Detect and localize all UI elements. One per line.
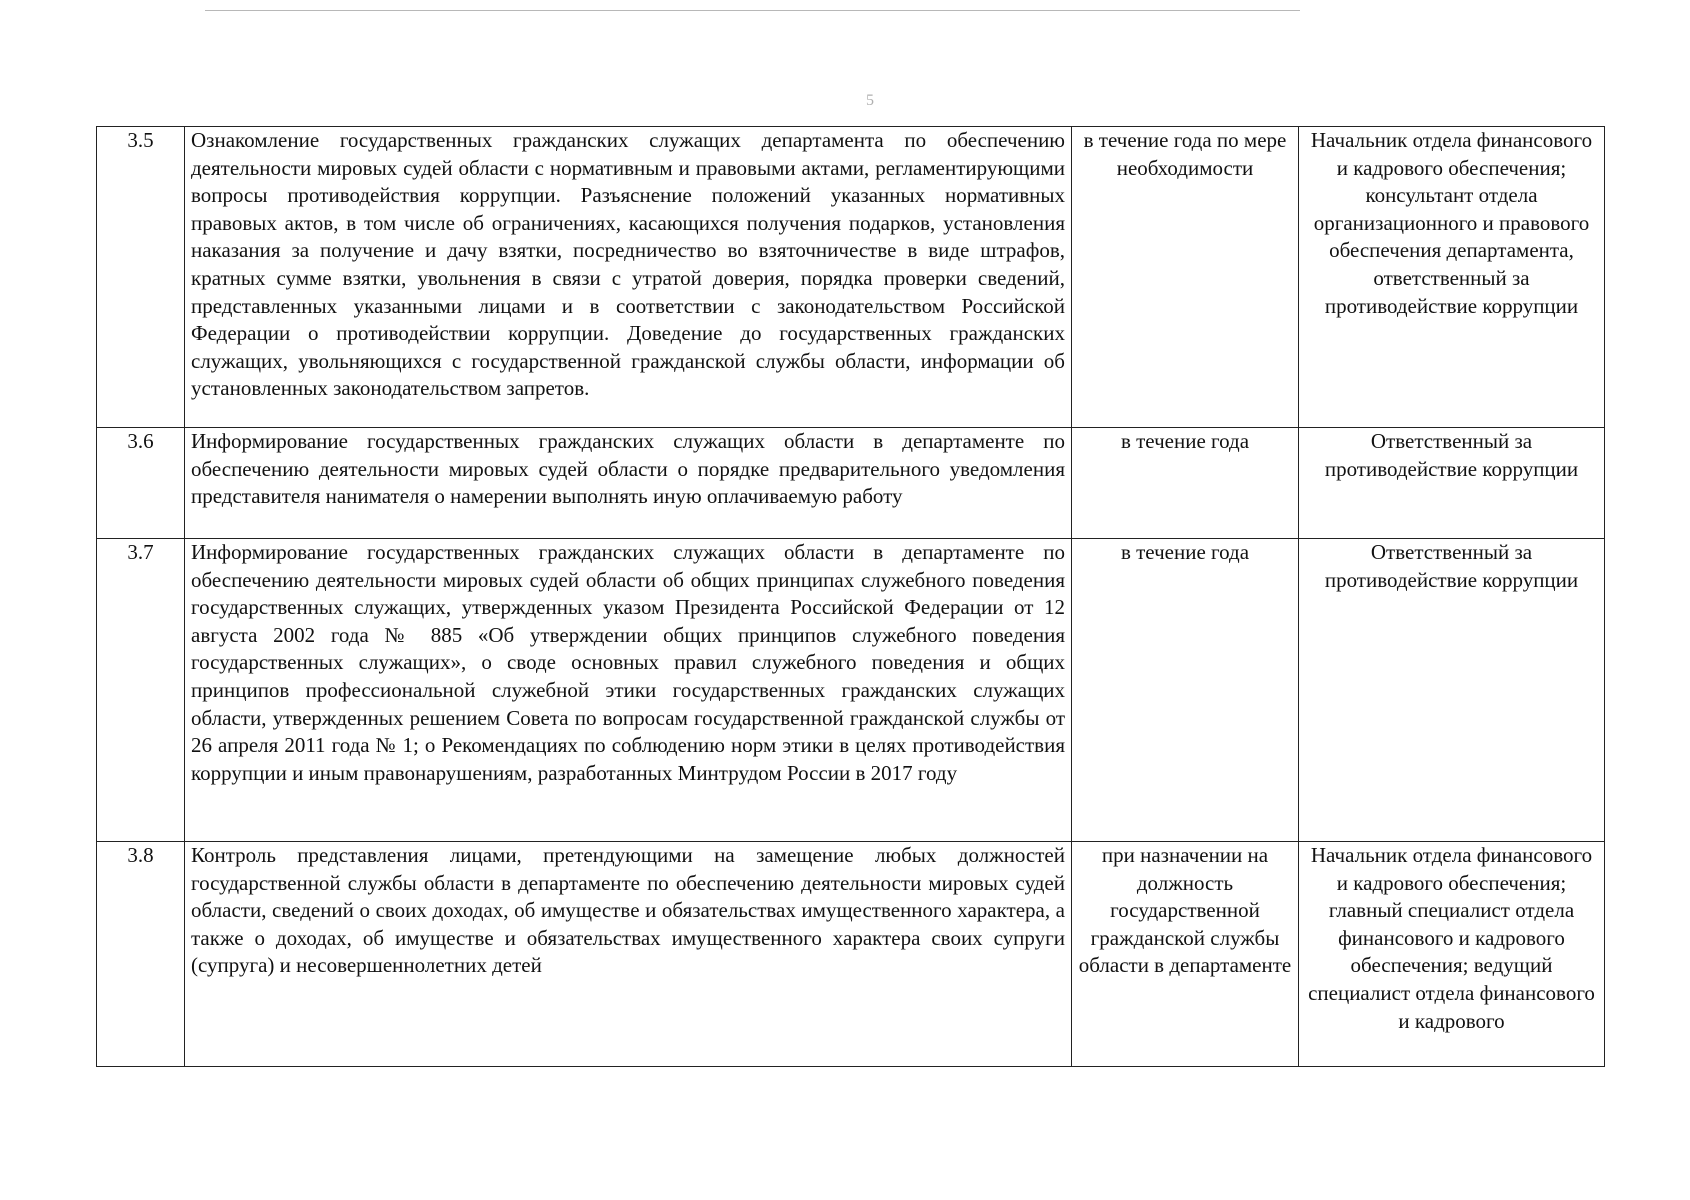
row-description: Ознакомление государственных гражданских служащих департамента по обеспечению деятельности мировых судей области с нормативным и правовыми актами, регламентирующими вопросы противодействия коррупции. Разъяснение положений указанных нормативных правовых актов, в том числе об ограничениях, касающихся получения подарков, установления наказания за получение и дачу взятки, посредничество во взяточничестве в виде штрафов, кратных сумме взятки, увольнения в связи с утратой доверия, порядка проверки сведений, представленных указанными лицами и в соответствии с законодательством Российской Федерации о противодействии коррупции. Доведение до государственных гражданских служащих, увольняющихся с государственной гражданской службы области, информации об установленных законодательством запретов. [191,128,1065,401]
row-number-cell [97,428,185,539]
table-row-3-8 [97,842,1605,1067]
description-cell [185,842,1072,1067]
description-cell [185,539,1072,842]
row-term: в течение года [1120,540,1250,564]
row-responsible: Ответственный за противодействие коррупции [1324,540,1579,592]
table-row-3-7 [97,539,1605,842]
anticorruption-plan-table [96,126,1605,1067]
term-cell [1072,127,1299,428]
row-number-cell [97,842,185,1067]
row-number: 3.7 [127,540,154,564]
row-responsible: Начальник отдела финансового и кадрового обеспечения; консультант отдела организационного и правового обеспечения департамента, ответственный за противодействие коррупции [1310,128,1593,318]
row-responsible: Ответственный за противодействие коррупции [1324,429,1579,481]
responsible-cell [1299,428,1605,539]
row-number: 3.5 [127,128,154,152]
table-row-3-5 [97,127,1605,428]
row-number-cell [97,127,185,428]
table-row-3-6 [97,428,1605,539]
row-number: 3.8 [127,843,154,867]
row-responsible: Начальник отдела финансового и кадрового обеспечения; главный специалист отдела финансового и кадрового обеспечения; ведущий специалист отдела финансового и кадрового [1308,843,1595,1033]
row-term: в течение года [1120,429,1250,453]
description-cell [185,428,1072,539]
row-number-cell [97,539,185,842]
row-description: Информирование государственных гражданских служащих области в департаменте по обеспечению деятельности мировых судей области о порядке предварительного уведомления представителя нанимателя о намерении выполнять иную оплачиваемую работу [191,429,1065,509]
responsible-cell [1299,127,1605,428]
scan-top-rule [205,10,1300,11]
description-cell [185,127,1072,428]
term-cell [1072,539,1299,842]
responsible-cell [1299,842,1605,1067]
row-number: 3.6 [127,429,154,453]
responsible-cell [1299,539,1605,842]
row-description: Информирование государственных гражданских служащих области в департаменте по обеспечению деятельности мировых судей области об общих принципах служебного поведения государственных служащих, утвержденных указом Президента Российской Федерации от 12 августа 2002 года № 885 «Об утверждении общих принципов служебного поведения государственных служащих», о своде основных правил служебного поведения и общих принципов профессиональной служебной этики государственных гражданских служащих области, утвержденных решением Совета по вопросам государственной гражданской службы от 26 апреля 2011 года № 1; о Рекомендациях по соблюдению норм этики в целях противодействия коррупции и иным правонарушениям, разработанных Минтрудом России в 2017 году [191,540,1065,785]
row-description: Контроль представления лицами, претендующими на замещение любых должностей государственной службы области в департаменте по обеспечению деятельности мировых судей области, сведений о своих доходах, об имуществе и обязательствах имущественного характера, а также о доходах, об имуществе и обязательствах имущественного характера своих супруги (супруга) и несовершеннолетних детей [191,843,1065,978]
page-number: 5 [866,92,874,109]
term-cell [1072,428,1299,539]
row-term: при назначении на должность государственной гражданской службы области в департаменте [1078,843,1292,978]
term-cell [1072,842,1299,1067]
row-term: в течение года по мере необходимости [1083,128,1287,180]
